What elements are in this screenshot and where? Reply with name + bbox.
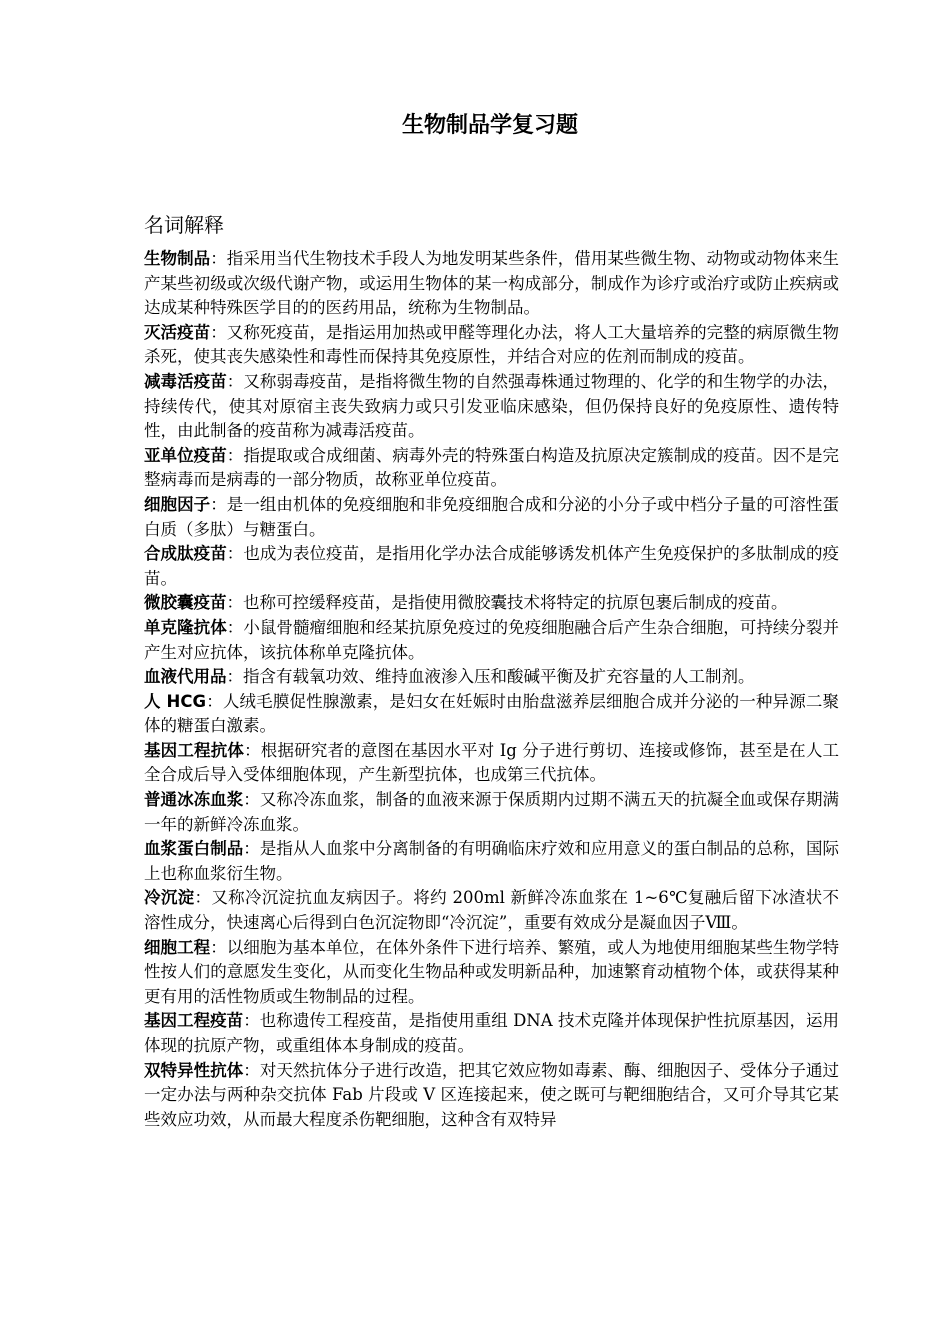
entry-definition: 人绒毛膜促性腺激素，是妇女在妊娠时由胎盘滋养层细胞合成并分泌的一种异源二聚体的糖蛋白激素。 (144, 691, 839, 736)
definition-entry (144, 739, 839, 788)
entry-definition: 指含有载氧功效、维持血液渗入压和酸碱平衡及扩充容量的人工制剂。 (243, 667, 755, 687)
entry-definition: 又称死疫苗，是指运用加热或甲醛等理化办法，将人工大量培养的完整的病原微生物杀死，使其丧失感染性和毒性而保持其免疫原性，并结合对应的佐剂而制成的疫苗。 (144, 322, 839, 367)
definition-entry (144, 1059, 839, 1133)
definition-entry (144, 788, 839, 837)
entry-definition: 指提取或合成细菌、病毒外壳的特殊蛋白构造及抗原决定簇制成的疫苗。因不是完整病毒而是病毒的一部分物质，故称亚单位疫苗。 (144, 445, 839, 490)
entry-term: 基因工程抗体 (144, 740, 245, 760)
entry-separator: ： (226, 445, 244, 465)
entry-term: 细胞因子 (144, 494, 211, 514)
entry-definition: 又称冷冻血浆，制备的血液来源于保质期内过期不满五天的抗凝全血或保存期满一年的新鲜冷冻血浆。 (144, 790, 839, 834)
entry-definition: 又称弱毒疫苗，是指将微生物的自然强毒株通过物理的、化学的和生物学的办法，持续传代，使其对原宿主丧失致病力或只引发亚临床感染，但仍保持良好的免疫原性、遗传特性，由此制备的疫苗称为减毒活疫苗。 (144, 371, 839, 441)
definition-entry (144, 936, 839, 1010)
entry-term: 血浆蛋白制品 (144, 839, 244, 859)
entry-definition: 小鼠骨髓瘤细胞和经某抗原免疫过的免疫细胞融合后产生杂合细胞，可持续分裂并产生对应抗体，该抗体称单克隆抗体。 (144, 617, 839, 662)
definition-list (144, 247, 839, 1327)
entry-separator: ： (226, 371, 244, 391)
entry-definition: 以细胞为基本单位，在体外条件下进行培养、繁殖，或人为地使用细胞某些生物学特性按人们的意愿发生变化，从而变化生物品种或发明新品种，加速繁育动植物个体，或获得某种更有用的活性物质或生物制品的过程。 (144, 937, 839, 1006)
definition-entry (144, 616, 839, 665)
entry-separator: ： (206, 691, 223, 711)
entry-separator: ： (210, 494, 227, 514)
entry-term: 微胶囊疫苗 (144, 593, 227, 613)
entry-term: 合成肽疫苗 (144, 544, 227, 564)
entry-definition: 也称可控缓释疫苗，是指使用微胶囊技术将特定的抗原包裹后制成的疫苗。 (243, 593, 788, 613)
entry-term: 生物制品 (144, 249, 211, 268)
entry-term: 冷沉淀 (144, 888, 195, 908)
definition-entry (144, 444, 839, 493)
definition-entry (144, 690, 839, 739)
entry-definition: 也成为表位疫苗，是指用化学办法合成能够诱发机体产生免疫保护的多肽制成的疫苗。 (144, 544, 839, 588)
page-title: 生物制品学复习题 (401, 113, 578, 138)
entry-separator: ： (243, 1060, 260, 1080)
entry-term: 亚单位疫苗 (144, 445, 227, 465)
entry-term: 减毒活疫苗 (144, 371, 227, 391)
entry-separator: ： (210, 322, 227, 342)
entry-definition: 是一组由机体的免疫细胞和非免疫细胞合成和分泌的小分子或中档分子量的可溶性蛋白质（多肽）与糖蛋白。 (144, 494, 839, 539)
entry-definition: 指采用当代生物技术手段人为地发明某些条件，借用某些微生物、动物或动物体来生产某些初级或次级代谢产物，或运用生物体的某一构成部分，制成作为诊疗或治疗或防止疾病或达成某种特殊医学目的的医药用品，统称为生物制品。 (144, 249, 839, 318)
definition-entry (144, 542, 839, 591)
definition-entry (144, 665, 839, 690)
entry-separator: ： (243, 1011, 260, 1031)
entry-separator: ： (244, 740, 261, 760)
entry-definition: 也称遗传工程疫苗，是指使用重组 DNA 技术克隆并体现保护性抗原基因，运用体现的抗原产物，或重组体本身制成的疫苗。 (144, 1011, 839, 1055)
entry-term: 细胞工程 (144, 937, 211, 957)
entry-term: 双特异性抗体 (144, 1060, 244, 1080)
entry-separator: ： (226, 617, 244, 637)
entry-term: 基因工程疫苗 (144, 1011, 244, 1031)
definition-entry (144, 247, 839, 321)
entry-separator: ： (210, 937, 227, 957)
entry-separator: ： (226, 544, 244, 564)
definition-entry (144, 591, 839, 616)
section-heading: 名词解释 (144, 213, 224, 237)
definition-entry (144, 837, 839, 886)
definition-entry (144, 493, 839, 542)
entry-term: 人 HCG (144, 691, 207, 711)
entry-separator: ： (243, 839, 260, 859)
entry-separator: ： (226, 667, 243, 687)
definition-entry (144, 370, 839, 444)
entry-definition: 根据研究者的意图在基因水平对 Ig 分子进行剪切、连接或修饰，甚至是在人工全合成后导入受体细胞体现，产生新型抗体，也成第三代抗体。 (144, 740, 839, 785)
entry-term: 单克隆抗体 (144, 617, 227, 637)
entry-definition: 对天然抗体分子进行改造，把其它效应物如毒素、酶、细胞因子、受体分子通过一定办法与两种杂交抗体 Fab 片段或 V 区连接起来，使之既可与靶细胞结合，又可介导其它某些效应功效，从而最大程度杀伤靶细胞，这种含有双特异 (144, 1060, 839, 1129)
entry-definition: 又称冷沉淀抗血友病因子。将约 200ml 新鲜冷冻血浆在 1~6℃复融后留下冰渣状不溶性成分，快速离心后得到白色沉淀物即“冷沉淀”，重要有效成分是凝血因子Ⅷ。 (144, 888, 839, 933)
entry-separator: ： (210, 249, 227, 268)
entry-definition: 是指从人血浆中分离制备的有明确临床疗效和应用意义的蛋白制品的总称，国际上也称血浆衍生物。 (144, 839, 839, 883)
entry-separator: ： (226, 593, 243, 613)
entry-separator: ： (194, 888, 212, 908)
definition-entry (144, 321, 839, 370)
entry-term: 普通冰冻血浆 (144, 790, 244, 810)
entry-term: 血液代用品 (144, 667, 227, 687)
entry-term: 灭活疫苗 (144, 322, 211, 342)
entry-separator: ： (243, 790, 260, 810)
definition-entry (144, 886, 839, 935)
definition-entry (144, 1009, 839, 1058)
